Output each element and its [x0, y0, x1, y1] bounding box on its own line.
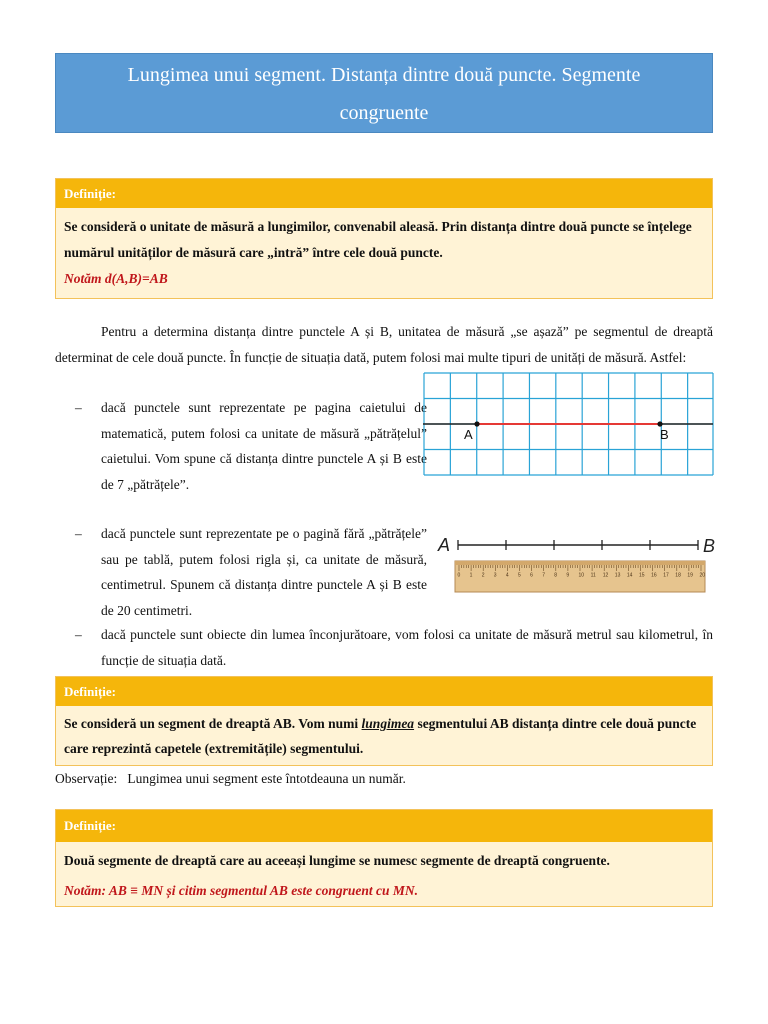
definition-text: Se consideră o unitate de măsură a lungimilor, convenabil aleasă. Prin distanța dintre două puncte se înțelege numărul unităților de măsură care „intră” între cele două puncte. — [64, 219, 692, 260]
list-item-text: dacă punctele sunt obiecte din lumea înconjurătoare, vom folosi ca unitate de măsură metrul sau kilometrul, în funcție de situația dată. — [101, 627, 713, 668]
list-item — [75, 395, 427, 497]
ruler-number: 6 — [530, 572, 533, 579]
point-a — [474, 421, 479, 426]
ruler-number: 3 — [493, 572, 497, 579]
ruler-number: 5 — [518, 572, 521, 579]
notation-text: Notăm: AB ≡ MN și citim segmentul AB este congruent cu MN. — [64, 883, 418, 898]
definition-text-part-1: Se consideră un segment de dreaptă AB. Vom numi — [64, 716, 362, 731]
label-a: A — [464, 427, 473, 442]
ruler-number: 8 — [554, 572, 558, 579]
definition-text-part-2: segmentului AB distanța dintre cele două puncte care reprezintă capetele (extremitățile) segmentului. — [64, 716, 697, 756]
ruler-number: 4 — [505, 572, 509, 579]
ruler-number: 10 — [578, 572, 585, 579]
page-title — [55, 53, 713, 133]
definition-box-2 — [55, 676, 713, 766]
observation-label: Observație: — [55, 771, 118, 786]
ruler-number: 17 — [663, 572, 669, 579]
definition-heading: Definiție: — [56, 179, 712, 208]
list-item — [75, 521, 427, 623]
label-a: A — [438, 535, 451, 555]
ruler-number: 20 — [699, 572, 706, 579]
ruler-number: 18 — [675, 572, 681, 579]
ruler-ticks — [459, 565, 701, 571]
ruler-number: 14 — [626, 572, 633, 579]
ruler-edge — [455, 561, 705, 565]
title-line-2: congruente — [339, 102, 429, 124]
definition-heading: Definiție: — [56, 677, 712, 706]
list-item — [75, 622, 713, 673]
highlighted-term: lungimea — [361, 716, 415, 731]
ruler-number: 2 — [481, 572, 485, 579]
observation-text: Lungimea unui segment este întotdeauna un număr. — [127, 771, 406, 786]
ruler-number: 19 — [687, 572, 693, 579]
title-line-1: Lungimea unui segment. Distanța dintre două puncte. Segmente — [127, 64, 641, 86]
observation — [55, 771, 406, 787]
ruler-number: 7 — [542, 572, 545, 579]
definition-heading: Definiție: — [56, 810, 712, 842]
definition-box-3 — [55, 809, 713, 907]
label-b: B — [703, 536, 716, 556]
intro-paragraph: Pentru a determina distanța dintre punctele A și B, unitatea de măsură „se așază” pe segmentul de dreaptă determinat de cele două puncte. În funcție de situația dată, putem folosi mai multe tipuri de unități de măsură. Astfel: — [55, 324, 713, 365]
grid-figure — [423, 372, 715, 476]
ruler-number: 13 — [614, 572, 621, 579]
label-b: B — [660, 427, 669, 442]
ruler-number: 9 — [566, 572, 570, 579]
ruler-number: 0 — [457, 572, 461, 579]
list-item-text: dacă punctele sunt reprezentate pe o pagină fără „pătrățele” sau pe tablă, putem folosi rigla și, ca unitate de măsură, centimetrul. Spunem că distanța dintre punctele A și B este de 20 centimetri. — [101, 526, 427, 618]
ruler-number: 1 — [469, 572, 473, 579]
ruler-number: 16 — [651, 572, 657, 579]
ruler-number: 12 — [602, 572, 609, 579]
bullet-dash: – — [75, 400, 82, 415]
definition-text: Două segmente de dreaptă care au aceeași lungime se numesc segmente de dreaptă congruente. — [64, 853, 610, 868]
definition-box-1 — [55, 178, 713, 299]
list-item-text: dacă punctele sunt reprezentate pe pagina caietului de matematică, putem folosi ca unitate de măsură „pătrățelul” caietului. Vom spune că distanța dintre punctele A și B este de 7 „pătrățele”. — [101, 400, 427, 492]
bullet-dash: – — [75, 627, 82, 642]
notation-text: Notăm d(A,B)=AB — [64, 271, 168, 286]
ruler-number: 11 — [590, 572, 596, 579]
bullet-dash: – — [75, 526, 82, 541]
ruler-figure — [432, 530, 718, 596]
ruler-numbers — [458, 573, 706, 579]
ruler-number: 15 — [639, 572, 645, 579]
point-b — [657, 421, 662, 426]
